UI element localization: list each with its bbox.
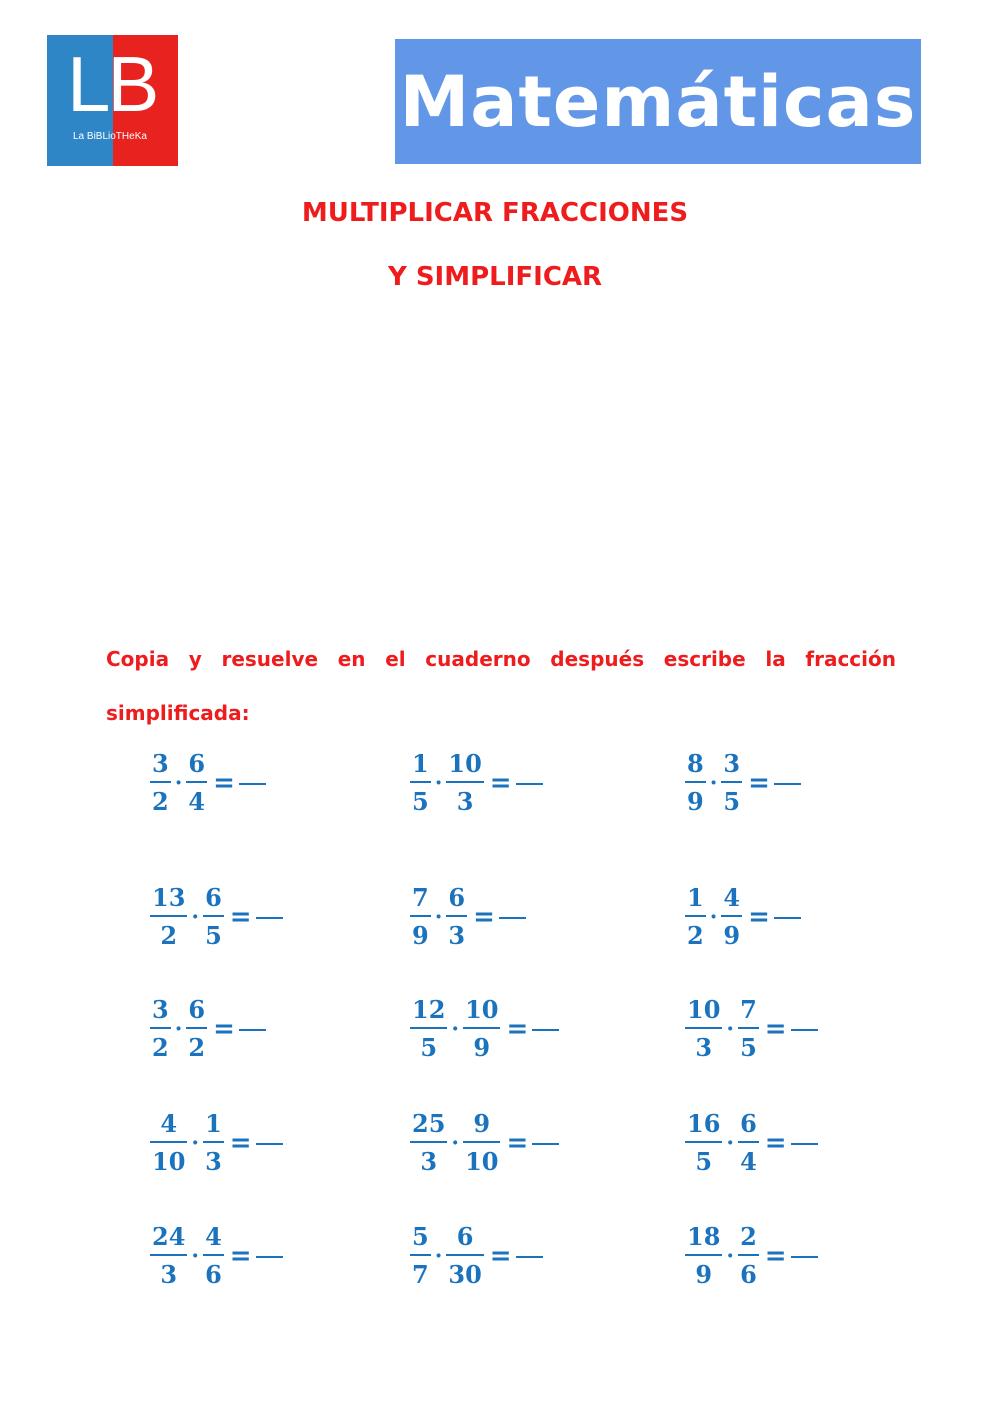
denominator: 5: [205, 921, 222, 950]
equals-symbol: =: [229, 902, 252, 932]
fraction-b: [446, 883, 467, 950]
fraction-a: [150, 883, 187, 950]
fraction-a: [410, 1109, 447, 1176]
numerator: 8: [687, 749, 704, 778]
denominator: 9: [412, 921, 429, 950]
denominator: 3: [160, 1260, 178, 1289]
times-symbol: ·: [451, 1016, 460, 1042]
numerator: 6: [448, 883, 466, 912]
exercise-item: [150, 749, 266, 816]
times-symbol: ·: [191, 1130, 200, 1156]
denominator: 9: [687, 787, 704, 816]
page-title: MULTIPLICAR FRACCIONES: [301, 198, 689, 228]
exercise-item: [685, 1222, 818, 1289]
numerator: 7: [740, 995, 757, 1024]
exercise-item: [685, 749, 801, 816]
times-symbol: ·: [709, 770, 718, 796]
equals-symbol: =: [748, 902, 770, 932]
fraction-b: [738, 1222, 759, 1289]
numerator: 4: [723, 883, 741, 912]
fraction-b: [203, 1109, 224, 1176]
fraction-b: [721, 883, 742, 950]
denominator: 3: [420, 1147, 438, 1176]
exercise-item: [685, 995, 818, 1062]
denominator: 10: [152, 1147, 186, 1176]
denominator: 3: [695, 1033, 713, 1062]
denominator: 2: [152, 1033, 169, 1062]
numerator: 3: [152, 749, 169, 778]
answer-blank[interactable]: [774, 783, 801, 785]
denominator: 3: [205, 1147, 222, 1176]
numerator: 10: [448, 749, 482, 778]
numerator: 6: [205, 883, 222, 912]
fraction-b: [738, 1109, 759, 1176]
logo-letters: LB: [67, 40, 157, 128]
times-symbol: ·: [451, 1130, 460, 1156]
numerator: 9: [473, 1109, 491, 1138]
answer-blank[interactable]: [791, 1143, 818, 1145]
equals-symbol: =: [229, 1241, 252, 1271]
fraction-b: [203, 883, 224, 950]
numerator: 25: [412, 1109, 446, 1138]
numerator: 16: [687, 1109, 721, 1138]
exercise-item: [410, 1109, 559, 1176]
subject-banner: Matemáticas: [395, 39, 921, 164]
denominator: 9: [695, 1260, 713, 1289]
numerator: 10: [687, 995, 721, 1024]
exercise-item: [685, 1109, 818, 1176]
fraction-b: [738, 995, 759, 1062]
denominator: 2: [152, 787, 169, 816]
exercise-item: [410, 749, 543, 816]
times-symbol: ·: [174, 1016, 183, 1042]
fraction-a: [685, 749, 706, 816]
equals-symbol: =: [229, 1128, 252, 1158]
fraction-a: [410, 883, 431, 950]
equals-symbol: =: [764, 1014, 787, 1044]
numerator: 4: [160, 1109, 178, 1138]
answer-blank[interactable]: [791, 1256, 818, 1258]
fraction-a: [685, 1109, 722, 1176]
answer-blank[interactable]: [239, 1029, 266, 1031]
numerator: 6: [188, 749, 206, 778]
times-symbol: ·: [434, 904, 443, 930]
times-symbol: ·: [434, 770, 443, 796]
denominator: 2: [188, 1033, 206, 1062]
denominator: 6: [740, 1260, 757, 1289]
fraction-b: [721, 749, 742, 816]
equals-symbol: =: [748, 768, 770, 798]
numerator: 6: [456, 1222, 474, 1251]
exercise-item: [685, 883, 801, 950]
equals-symbol: =: [213, 768, 235, 798]
numerator: 2: [740, 1222, 757, 1251]
exercise-item: [150, 1109, 283, 1176]
logo: [47, 35, 178, 166]
numerator: 4: [205, 1222, 222, 1251]
denominator: 5: [740, 1033, 757, 1062]
times-symbol: ·: [726, 1130, 735, 1156]
numerator: 13: [152, 883, 186, 912]
answer-blank[interactable]: [239, 783, 266, 785]
denominator: 3: [456, 787, 474, 816]
answer-blank[interactable]: [516, 783, 543, 785]
equals-symbol: =: [764, 1241, 787, 1271]
exercise-item: [150, 995, 266, 1062]
exercise-item: [410, 1222, 543, 1289]
times-symbol: ·: [174, 770, 183, 796]
numerator: 24: [152, 1222, 186, 1251]
numerator: 6: [188, 995, 206, 1024]
denominator: 5: [723, 787, 741, 816]
denominator: 7: [412, 1260, 429, 1289]
denominator: 30: [448, 1260, 482, 1289]
answer-blank[interactable]: [499, 917, 526, 919]
fraction-b: [203, 1222, 224, 1289]
equals-symbol: =: [473, 902, 495, 932]
denominator: 10: [465, 1147, 499, 1176]
numerator: 7: [412, 883, 429, 912]
numerator: 3: [723, 749, 741, 778]
fraction-b: [446, 749, 483, 816]
equals-symbol: =: [489, 1241, 512, 1271]
denominator: 5: [695, 1147, 713, 1176]
numerator: 3: [152, 995, 169, 1024]
times-symbol: ·: [726, 1243, 735, 1269]
fraction-a: [685, 995, 722, 1062]
times-symbol: ·: [191, 1243, 200, 1269]
fraction-b: [186, 995, 207, 1062]
fraction-b: [446, 1222, 483, 1289]
fraction-a: [150, 1222, 187, 1289]
numerator: 6: [740, 1109, 757, 1138]
fraction-a: [150, 1109, 187, 1176]
denominator: 5: [420, 1033, 438, 1062]
exercise-item: [150, 883, 283, 950]
fraction-a: [410, 749, 431, 816]
times-symbol: ·: [709, 904, 718, 930]
logo-subtitle: La BiBLioTHeKa: [73, 131, 147, 142]
numerator: 12: [412, 995, 446, 1024]
equals-symbol: =: [489, 768, 512, 798]
denominator: 4: [740, 1147, 757, 1176]
fraction-b: [463, 1109, 500, 1176]
equals-symbol: =: [213, 1014, 235, 1044]
denominator: 2: [687, 921, 704, 950]
numerator: 1: [687, 883, 704, 912]
answer-blank[interactable]: [256, 917, 283, 919]
answer-blank[interactable]: [256, 1256, 283, 1258]
answer-blank[interactable]: [532, 1143, 559, 1145]
fraction-b: [463, 995, 500, 1062]
denominator: 9: [473, 1033, 491, 1062]
numerator: 18: [687, 1222, 721, 1251]
instructions-line-2: simplificada:: [106, 701, 250, 725]
exercise-item: [410, 995, 559, 1062]
exercise-item: [150, 1222, 283, 1289]
answer-blank[interactable]: [516, 1256, 543, 1258]
equals-symbol: =: [506, 1128, 529, 1158]
times-symbol: ·: [191, 904, 200, 930]
fraction-a: [685, 883, 706, 950]
denominator: 3: [448, 921, 466, 950]
fraction-a: [410, 1222, 431, 1289]
fraction-a: [410, 995, 447, 1062]
equals-symbol: =: [764, 1128, 787, 1158]
answer-blank[interactable]: [774, 917, 801, 919]
fraction-a: [150, 749, 171, 816]
denominator: 6: [205, 1260, 222, 1289]
numerator: 1: [205, 1109, 222, 1138]
denominator: 4: [188, 787, 206, 816]
denominator: 2: [160, 921, 178, 950]
answer-blank[interactable]: [532, 1029, 559, 1031]
exercise-item: [410, 883, 526, 950]
equals-symbol: =: [506, 1014, 529, 1044]
numerator: 5: [412, 1222, 429, 1251]
answer-blank[interactable]: [256, 1143, 283, 1145]
denominator: 5: [412, 787, 429, 816]
denominator: 9: [723, 921, 741, 950]
answer-blank[interactable]: [791, 1029, 818, 1031]
numerator: 10: [465, 995, 499, 1024]
times-symbol: ·: [726, 1016, 735, 1042]
fraction-a: [685, 1222, 722, 1289]
numerator: 1: [412, 749, 429, 778]
times-symbol: ·: [434, 1243, 443, 1269]
page-subtitle: Y SIMPLIFICAR: [387, 262, 603, 292]
instructions-line-1: Copia y resuelve en el cuaderno después escribe la fracción: [106, 647, 896, 671]
fraction-b: [186, 749, 207, 816]
fraction-a: [150, 995, 171, 1062]
